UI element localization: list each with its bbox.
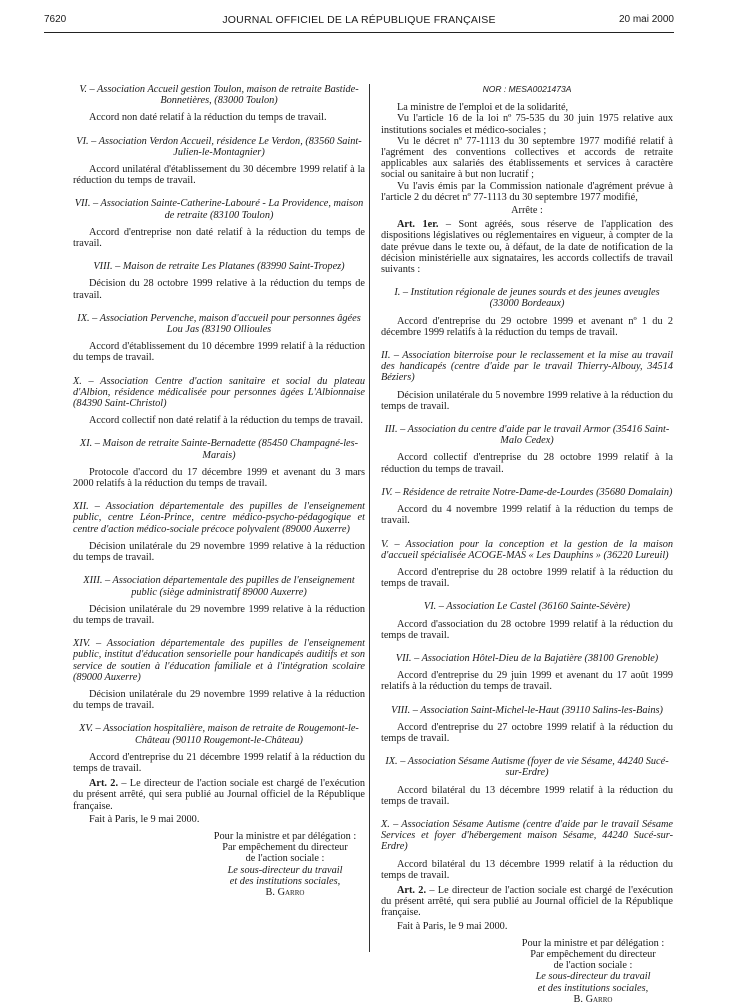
article-label: Art. 1er. xyxy=(397,219,439,231)
entry-left-8 xyxy=(73,261,365,301)
entry-heading: I. – Institution régionale de jeunes sourds et des jeunes aveugles (33000 Bordeaux) xyxy=(394,287,660,310)
signature-line: et des institutions sociales, xyxy=(229,875,341,887)
preamble-line: Vu le décret nº 77-1113 du 30 septembre 1977 modifié relatif à l'agrément des conventions collectives et accords de retraite applicables aux salariés des établissements et services à caractère social ou sanitaire à but non lucratif ; xyxy=(381,135,673,181)
right-column xyxy=(381,84,673,1005)
entry-right-9 xyxy=(381,756,673,807)
entry-heading: VIII. – Association Saint-Michel-le-Haut (39110 Salins-les-Bains) xyxy=(391,704,663,716)
entry-heading: XII. – Association départementale des pupilles de l'enseignement public, centre Léon-Prince, centre médico-psycho-pédagogique et centre d'action médico-sociale précoce polyvalent (89000 Auxerre) xyxy=(73,501,365,535)
entry-text: Accord collectif non daté relatif à la réduction du temps de travail. xyxy=(89,415,363,427)
entry-text: Accord d'entreprise du 21 décembre 1999 relatif à la réduction du temps de travail. xyxy=(73,751,365,774)
signature-line: Le sous-directeur du travail xyxy=(227,864,343,876)
entry-heading: V. – Association Accueil gestion Toulon, maison de retraite Bastide-Bonnetières, (83000 Toulon) xyxy=(79,84,359,107)
page-header xyxy=(44,14,674,33)
entry-text: Accord du 4 novembre 1999 relatif à la réduction du temps de travail. xyxy=(381,504,673,527)
article-text: – Le directeur de l'action sociale est chargé de l'exécution du présent arrêté, qui sera publié au Journal officiel de la République française. xyxy=(381,884,674,919)
entry-left-13 xyxy=(73,575,365,626)
nor-reference: NOR : MESA0021473A xyxy=(482,84,572,94)
signature-block-left xyxy=(201,831,369,898)
entry-text: Décision unilatérale du 29 novembre 1999 relative à la réduction du temps de travail. xyxy=(73,540,365,564)
entry-heading: VII. – Association Hôtel-Dieu de la Bajatière (38100 Grenoble) xyxy=(395,652,659,664)
entry-right-8 xyxy=(381,705,673,745)
entry-left-7 xyxy=(73,198,365,249)
fait-a-paris-left: Fait à Paris, le 9 mai 2000. xyxy=(89,813,200,825)
preamble-line: La ministre de l'emploi et de la solidarité, xyxy=(397,102,569,114)
preamble-line: Vu l'avis émis par la Commission nationale d'agrément prévue à l'article 2 du décret nº 77-1113 du 30 septembre 1977 modifié, xyxy=(381,180,673,203)
entry-left-9 xyxy=(73,313,365,364)
entry-text: Accord non daté relatif à la réduction du temps de travail. xyxy=(89,112,327,124)
entry-right-2 xyxy=(381,350,673,412)
signature-line: et des institutions sociales, xyxy=(537,982,649,994)
page-number: 7620 xyxy=(44,14,67,25)
entry-heading: VI. – Association Le Castel (36160 Sainte-Sévère) xyxy=(423,601,631,613)
left-column xyxy=(73,84,365,898)
entry-heading: VI. – Association Verdon Accueil, résidence Le Verdon, (83560 Saint-Julien-le-Montagnier) xyxy=(76,135,362,158)
entry-right-4 xyxy=(381,487,673,527)
entry-left-15 xyxy=(73,723,365,774)
entry-right-10 xyxy=(381,819,673,881)
entry-heading: II. – Association biterroise pour le reclassement et la mise au travail des handicapés (centre d'aide par le travail Thierry-Albouy, 34514 Béziers) xyxy=(381,350,673,384)
entry-right-3 xyxy=(381,424,673,475)
article-1 xyxy=(381,219,673,275)
entry-heading: XV. – Association hospitalière, maison de retraite de Rougemont-le-Château (90110 Rougemont-le-Château) xyxy=(79,723,359,746)
issue-date: 20 mai 2000 xyxy=(618,14,674,25)
entry-text: Décision unilatérale du 29 novembre 1999 relative à la réduction du temps de travail. xyxy=(73,603,365,626)
entry-heading: V. – Association pour la conception et la gestion de la maison d'accueil spécialisée ACOGE-MAS « Les Dauphins » (36220 Lureuil) xyxy=(381,538,673,561)
entry-heading: IX. – Association Sésame Autisme (foyer de vie Sésame, 44240 Sucé-sur-Erdre) xyxy=(385,756,669,779)
signature-line: Le sous-directeur du travail xyxy=(535,971,651,983)
entry-text: Décision unilatérale du 29 novembre 1999 relative à la réduction du temps de travail. xyxy=(73,688,365,712)
entry-right-6 xyxy=(381,601,673,641)
column-divider xyxy=(369,84,370,952)
signatory-name: B. Garro xyxy=(573,993,613,1005)
signature-line: de l'action sociale : xyxy=(245,853,325,865)
entry-left-6 xyxy=(73,136,365,187)
preamble-line: Vu l'article 16 de la loi nº 75-535 du 30 juin 1975 relative aux institutions sociales et médico-sociales ; xyxy=(381,113,673,136)
signatory-name: B. Garro xyxy=(265,886,305,898)
signature-line: de l'action sociale : xyxy=(553,960,633,972)
entry-left-12 xyxy=(73,501,365,563)
entry-heading: XI. – Maison de retraite Sainte-Bernadette (85450 Champagné-les-Marais) xyxy=(79,438,359,461)
entry-text: Accord d'entreprise du 29 juin 1999 et avenant du 17 août 1999 relatifs à la réduction du temps de travail. xyxy=(381,670,673,693)
entry-left-10 xyxy=(73,376,365,427)
article-label: Art. 2. xyxy=(397,884,427,896)
signature-line: Pour la ministre et par délégation : xyxy=(213,830,357,842)
entry-right-1 xyxy=(381,287,673,338)
entry-left-5 xyxy=(73,84,365,124)
fait-a-paris-right: Fait à Paris, le 9 mai 2000. xyxy=(397,920,508,932)
entry-text: Accord bilatéral du 13 décembre 1999 relatif à la réduction du temps de travail. xyxy=(381,784,673,807)
entry-left-11 xyxy=(73,438,365,489)
entry-text: Accord unilatéral d'établissement du 30 décembre 1999 relatif à la réduction du temps de travail. xyxy=(73,164,365,187)
entry-heading: IX. – Association Pervenche, maison d'accueil pour personnes âgées Lou Jas (83190 Ollioules xyxy=(77,312,361,336)
entry-text: Décision unilatérale du 5 novembre 1999 relative à la réduction du temps de travail. xyxy=(381,389,673,412)
entry-text: Accord bilatéral du 13 décembre 1999 relatif à la réduction du temps de travail. xyxy=(381,858,673,881)
signature-line: Par empêchement du directeur xyxy=(530,948,656,960)
article-text: – Le directeur de l'action sociale est chargé de l'exécution du présent arrêté, qui sera publié au Journal officiel de la République française. xyxy=(73,778,366,812)
entry-text: Décision du 28 octobre 1999 relative à la réduction du temps de travail. xyxy=(73,278,365,301)
entry-heading: VIII. – Maison de retraite Les Platanes (83990 Saint-Tropez) xyxy=(93,261,345,273)
entry-heading: X. – Association Centre d'action sanitaire et social du plateau d'Albion, résidence médicalisée pour personnes âgées L'Albionnaise (84390 Saint-Christol) xyxy=(73,375,365,410)
entry-text: Accord d'entreprise du 28 octobre 1999 relatif à la réduction du temps de travail. xyxy=(381,566,673,590)
signature-line: Par empêchement du directeur xyxy=(222,842,348,854)
entry-right-5 xyxy=(381,539,673,590)
entry-heading: IV. – Résidence de retraite Notre-Dame-de-Lourdes (35680 Domalain) xyxy=(381,486,673,498)
article-2-left xyxy=(73,778,365,812)
entry-text: Accord d'entreprise non daté relatif à la réduction du temps de travail. xyxy=(73,226,365,250)
article-label: Art. 2. xyxy=(89,778,119,790)
article-text: – Sont agréés, sous réserve de l'application des dispositions législatives ou réglementaires en vigueur, à compter de la date prévue dans le texte ou, à défaut, de la date de notification de la décision ministérielle aux signataires, les accords collectifs de travail suivants : xyxy=(381,219,673,276)
entry-text: Accord d'association du 28 octobre 1999 relatif à la réduction du temps de travail. xyxy=(381,618,673,641)
entry-text: Accord collectif d'entreprise du 28 octobre 1999 relatif à la réduction du temps de travail. xyxy=(381,452,673,475)
entry-right-7 xyxy=(381,653,673,693)
entry-heading: VII. – Association Sainte-Catherine-Labouré - La Providence, maison de retraite (83100 Toulon) xyxy=(74,198,364,221)
signature-block-right xyxy=(509,938,677,1005)
entry-text: Protocole d'accord du 17 décembre 1999 et avenant du 3 mars 2000 relatifs à la réduction du temps de travail. xyxy=(73,466,365,490)
entry-text: Accord d'établissement du 10 décembre 1999 relatif à la réduction du temps de travail. xyxy=(73,341,365,364)
journal-title: JOURNAL OFFICIEL DE LA RÉPUBLIQUE FRANÇAISE xyxy=(222,14,496,26)
article-2-right xyxy=(381,885,673,919)
entry-heading: XIII. – Association départementale des pupilles de l'enseignement public (siège administratif 89000 Auxerre) xyxy=(83,575,355,598)
entry-heading: X. – Association Sésame Autisme (centre d'aide par le travail Sésame Services et foyer d'hébergement maison Sésame, 44240 Sucé-sur-Erdre) xyxy=(381,818,673,853)
entry-text: Accord d'entreprise du 29 octobre 1999 et avenant nº 1 du 2 décembre 1999 relatifs à la réduction du temps de travail. xyxy=(381,315,673,338)
entry-heading: XIV. – Association départementale des pupilles de l'enseignement public, institut d'éducation sensorielle pour handicapés auditifs et son service de soutien à l'éducation familiale et à l'intégration scolaire (89000 Auxerre) xyxy=(73,638,365,683)
arrete-heading: Arrête : xyxy=(511,205,543,217)
entry-text: Accord d'entreprise du 27 octobre 1999 relatif à la réduction du temps de travail. xyxy=(381,721,673,744)
entry-heading: III. – Association du centre d'aide par le travail Armor (35416 Saint-Malo Cedex) xyxy=(384,424,670,447)
signature-line: Pour la ministre et par délégation : xyxy=(521,937,665,949)
entry-left-14 xyxy=(73,638,365,711)
